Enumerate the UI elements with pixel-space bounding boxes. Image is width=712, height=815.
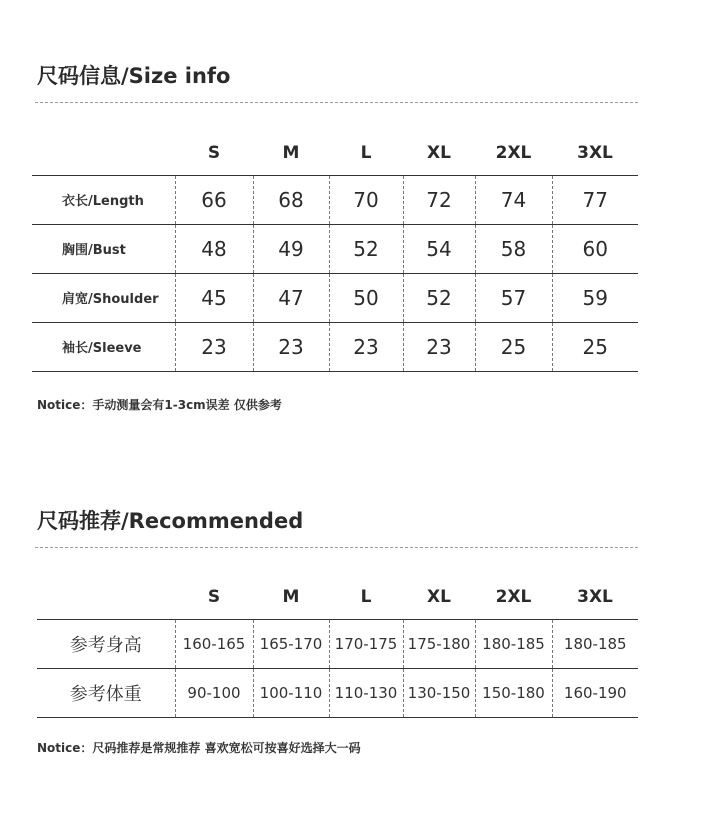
row-label-bust: 胸围/Bust xyxy=(62,243,126,258)
cell-shoulder-xl: 52 xyxy=(403,273,475,322)
cell-shoulder-l: 50 xyxy=(329,273,403,322)
cell-length-2xl: 74 xyxy=(475,175,552,224)
cell-length-m: 68 xyxy=(253,175,329,224)
row-label-height: 参考身高 xyxy=(69,634,142,656)
cell-height-xl: 175-180 xyxy=(403,619,475,668)
size-info-table xyxy=(32,131,638,372)
table-row-sleeve xyxy=(32,322,638,371)
col-header-l: L xyxy=(360,142,372,163)
col-header-l: L xyxy=(360,586,372,607)
table-row-height xyxy=(37,619,638,668)
recommended-notice: Notice：尺码推荐是常规推荐 喜欢宽松可按喜好选择大一码 xyxy=(37,741,361,755)
cell-bust-xl: 54 xyxy=(403,224,475,273)
recommended-title: 尺码推荐/Recommended xyxy=(37,509,304,533)
col-header-2xl: 2XL xyxy=(495,586,532,607)
cell-bust-3xl: 60 xyxy=(552,224,638,273)
table-row-length xyxy=(32,175,638,224)
cell-sleeve-m: 23 xyxy=(253,322,329,371)
cell-weight-3xl: 160-190 xyxy=(552,668,638,717)
cell-sleeve-xl: 23 xyxy=(403,322,475,371)
cell-length-xl: 72 xyxy=(403,175,475,224)
recommended-divider xyxy=(35,547,638,548)
col-header-3xl: 3XL xyxy=(577,586,613,607)
recommended-table xyxy=(37,575,638,718)
cell-sleeve-2xl: 25 xyxy=(475,322,552,371)
col-header-xl: XL xyxy=(427,142,451,163)
cell-bust-l: 52 xyxy=(329,224,403,273)
row-label-shoulder: 肩宽/Shoulder xyxy=(62,292,159,307)
size-info-divider xyxy=(35,102,638,103)
cell-height-s: 160-165 xyxy=(175,619,253,668)
row-label-length: 衣长/Length xyxy=(62,194,144,209)
cell-height-m: 165-170 xyxy=(253,619,329,668)
table-row-bust xyxy=(32,224,638,273)
size-info-title: 尺码信息/Size info xyxy=(37,64,231,88)
cell-sleeve-3xl: 25 xyxy=(552,322,638,371)
header-blank xyxy=(37,575,175,619)
cell-bust-2xl: 58 xyxy=(475,224,552,273)
cell-height-3xl: 180-185 xyxy=(552,619,638,668)
cell-sleeve-s: 23 xyxy=(175,322,253,371)
cell-sleeve-l: 23 xyxy=(329,322,403,371)
cell-weight-xl: 130-150 xyxy=(403,668,475,717)
cell-shoulder-2xl: 57 xyxy=(475,273,552,322)
cell-bust-m: 49 xyxy=(253,224,329,273)
col-header-2xl: 2XL xyxy=(495,142,532,163)
table-row-shoulder xyxy=(32,273,638,322)
recommended-header-row xyxy=(37,575,638,619)
cell-shoulder-3xl: 59 xyxy=(552,273,638,322)
cell-bust-s: 48 xyxy=(175,224,253,273)
cell-shoulder-s: 45 xyxy=(175,273,253,322)
cell-weight-l: 110-130 xyxy=(329,668,403,717)
cell-height-l: 170-175 xyxy=(329,619,403,668)
col-header-m: M xyxy=(282,142,300,163)
row-label-weight: 参考体重 xyxy=(69,683,142,705)
header-blank xyxy=(32,131,175,175)
size-header-row xyxy=(32,131,638,175)
col-header-m: M xyxy=(282,586,300,607)
cell-length-3xl: 77 xyxy=(552,175,638,224)
cell-height-2xl: 180-185 xyxy=(475,619,552,668)
cell-weight-m: 100-110 xyxy=(253,668,329,717)
col-header-s: S xyxy=(207,142,221,163)
size-info-notice: Notice：手动测量会有1-3cm误差 仅供参考 xyxy=(37,398,282,412)
cell-length-s: 66 xyxy=(175,175,253,224)
col-header-3xl: 3XL xyxy=(577,142,613,163)
col-header-xl: XL xyxy=(427,586,451,607)
row-label-sleeve: 袖长/Sleeve xyxy=(62,341,142,356)
col-header-s: S xyxy=(207,586,221,607)
table-row-weight xyxy=(37,668,638,717)
cell-weight-s: 90-100 xyxy=(175,668,253,717)
cell-length-l: 70 xyxy=(329,175,403,224)
cell-weight-2xl: 150-180 xyxy=(475,668,552,717)
cell-shoulder-m: 47 xyxy=(253,273,329,322)
